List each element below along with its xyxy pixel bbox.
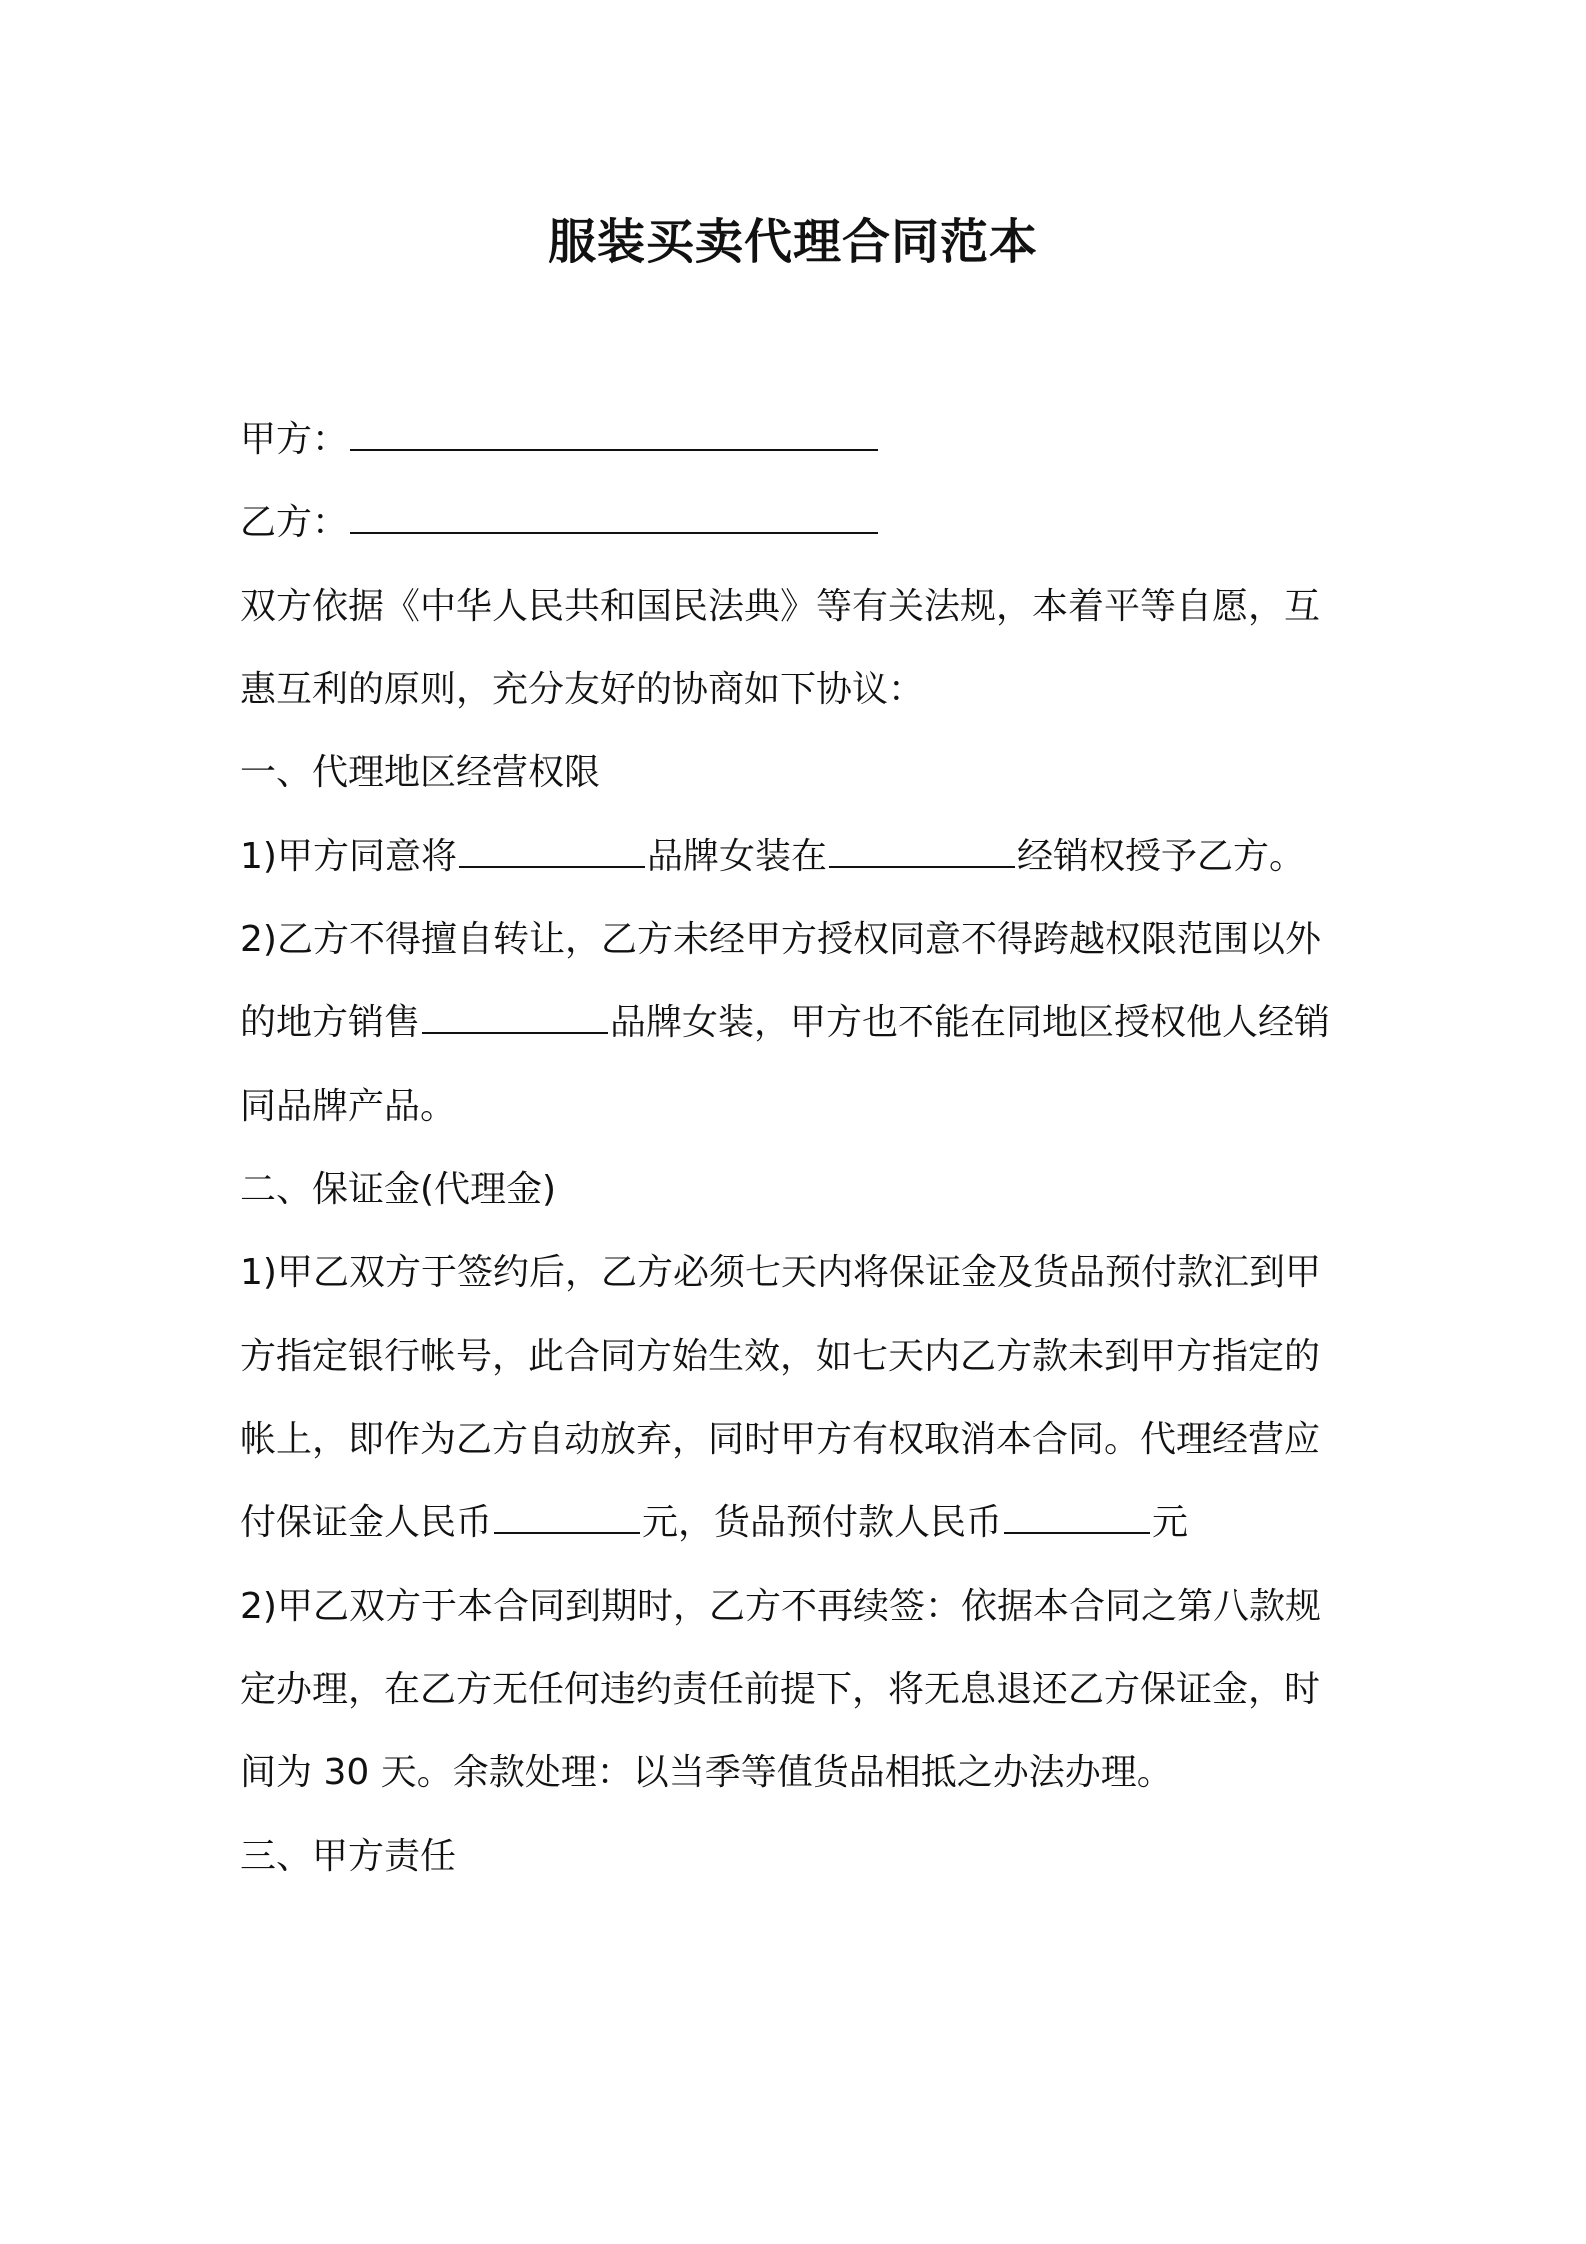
prepayment-amount-blank <box>1004 1498 1150 1534</box>
party-b-blank <box>350 498 878 534</box>
brand-blank-2 <box>422 998 608 1034</box>
party-b-label: 乙方： <box>240 502 349 543</box>
clause-2-2-line-2: 定办理，在乙方无任何违约责任前提下，将无息退还乙方保证金，时 <box>240 1669 1321 1710</box>
clause-2-2-line-1: 2)甲乙双方于本合同到期时，乙方不再续签：依据本合同之第八款规 <box>240 1586 1321 1627</box>
clause-2-1-line-4 <box>240 1498 1188 1548</box>
clause-1-1-part-c: 经销权授予乙方。 <box>1016 836 1305 877</box>
prepayment-label: 元，货品预付款人民币 <box>642 1502 1003 1543</box>
party-a-blank <box>350 415 878 451</box>
region-blank <box>829 832 1015 868</box>
party-b-line <box>240 498 880 548</box>
deposit-amount-blank <box>494 1498 640 1534</box>
clause-2-1-line-2: 方指定银行帐号，此合同方始生效，如七天内乙方款未到甲方指定的 <box>240 1336 1321 1377</box>
document-title: 服装买卖代理合同范本 <box>547 214 1038 270</box>
clause-1-1 <box>240 832 1305 882</box>
intro-line-2: 惠互利的原则，充分友好的协商如下协议： <box>240 669 925 710</box>
clause-1-2-line-2 <box>240 998 1330 1048</box>
currency-unit: 元 <box>1152 1502 1189 1543</box>
brand-blank <box>459 832 645 868</box>
clause-1-1-part-b: 品牌女装在 <box>646 836 827 877</box>
clause-1-2-line-1: 2)乙方不得擅自转让，乙方未经甲方授权同意不得跨越权限范围以外 <box>240 919 1321 960</box>
section-heading-1: 一、代理地区经营权限 <box>240 752 601 793</box>
intro-line-1: 双方依据《中华人民共和国民法典》等有关法规，本着平等自愿，互 <box>240 586 1321 627</box>
clause-1-2-pre: 的地方销售 <box>240 1002 421 1043</box>
clause-2-1-line-3: 帐上，即作为乙方自动放弃，同时甲方有权取消本合同。代理经营应 <box>240 1419 1321 1460</box>
party-a-line <box>240 415 880 465</box>
section-heading-3: 三、甲方责任 <box>240 1836 457 1877</box>
clause-1-1-part-a: 1)甲方同意将 <box>240 836 457 877</box>
party-a-label: 甲方： <box>240 419 349 460</box>
deposit-label: 付保证金人民币 <box>240 1502 493 1543</box>
clause-1-2-line-3: 同品牌产品。 <box>240 1086 457 1127</box>
clause-2-2-line-3: 间为 30 天。余款处理：以当季等值货品相抵之办法办理。 <box>240 1752 1173 1793</box>
section-heading-2: 二、保证金(代理金) <box>240 1169 557 1210</box>
clause-1-2-post: 品牌女装，甲方也不能在同地区授权他人经销 <box>610 1002 1331 1043</box>
clause-2-1-line-1: 1)甲乙双方于签约后，乙方必须七天内将保证金及货品预付款汇到甲 <box>240 1252 1321 1293</box>
